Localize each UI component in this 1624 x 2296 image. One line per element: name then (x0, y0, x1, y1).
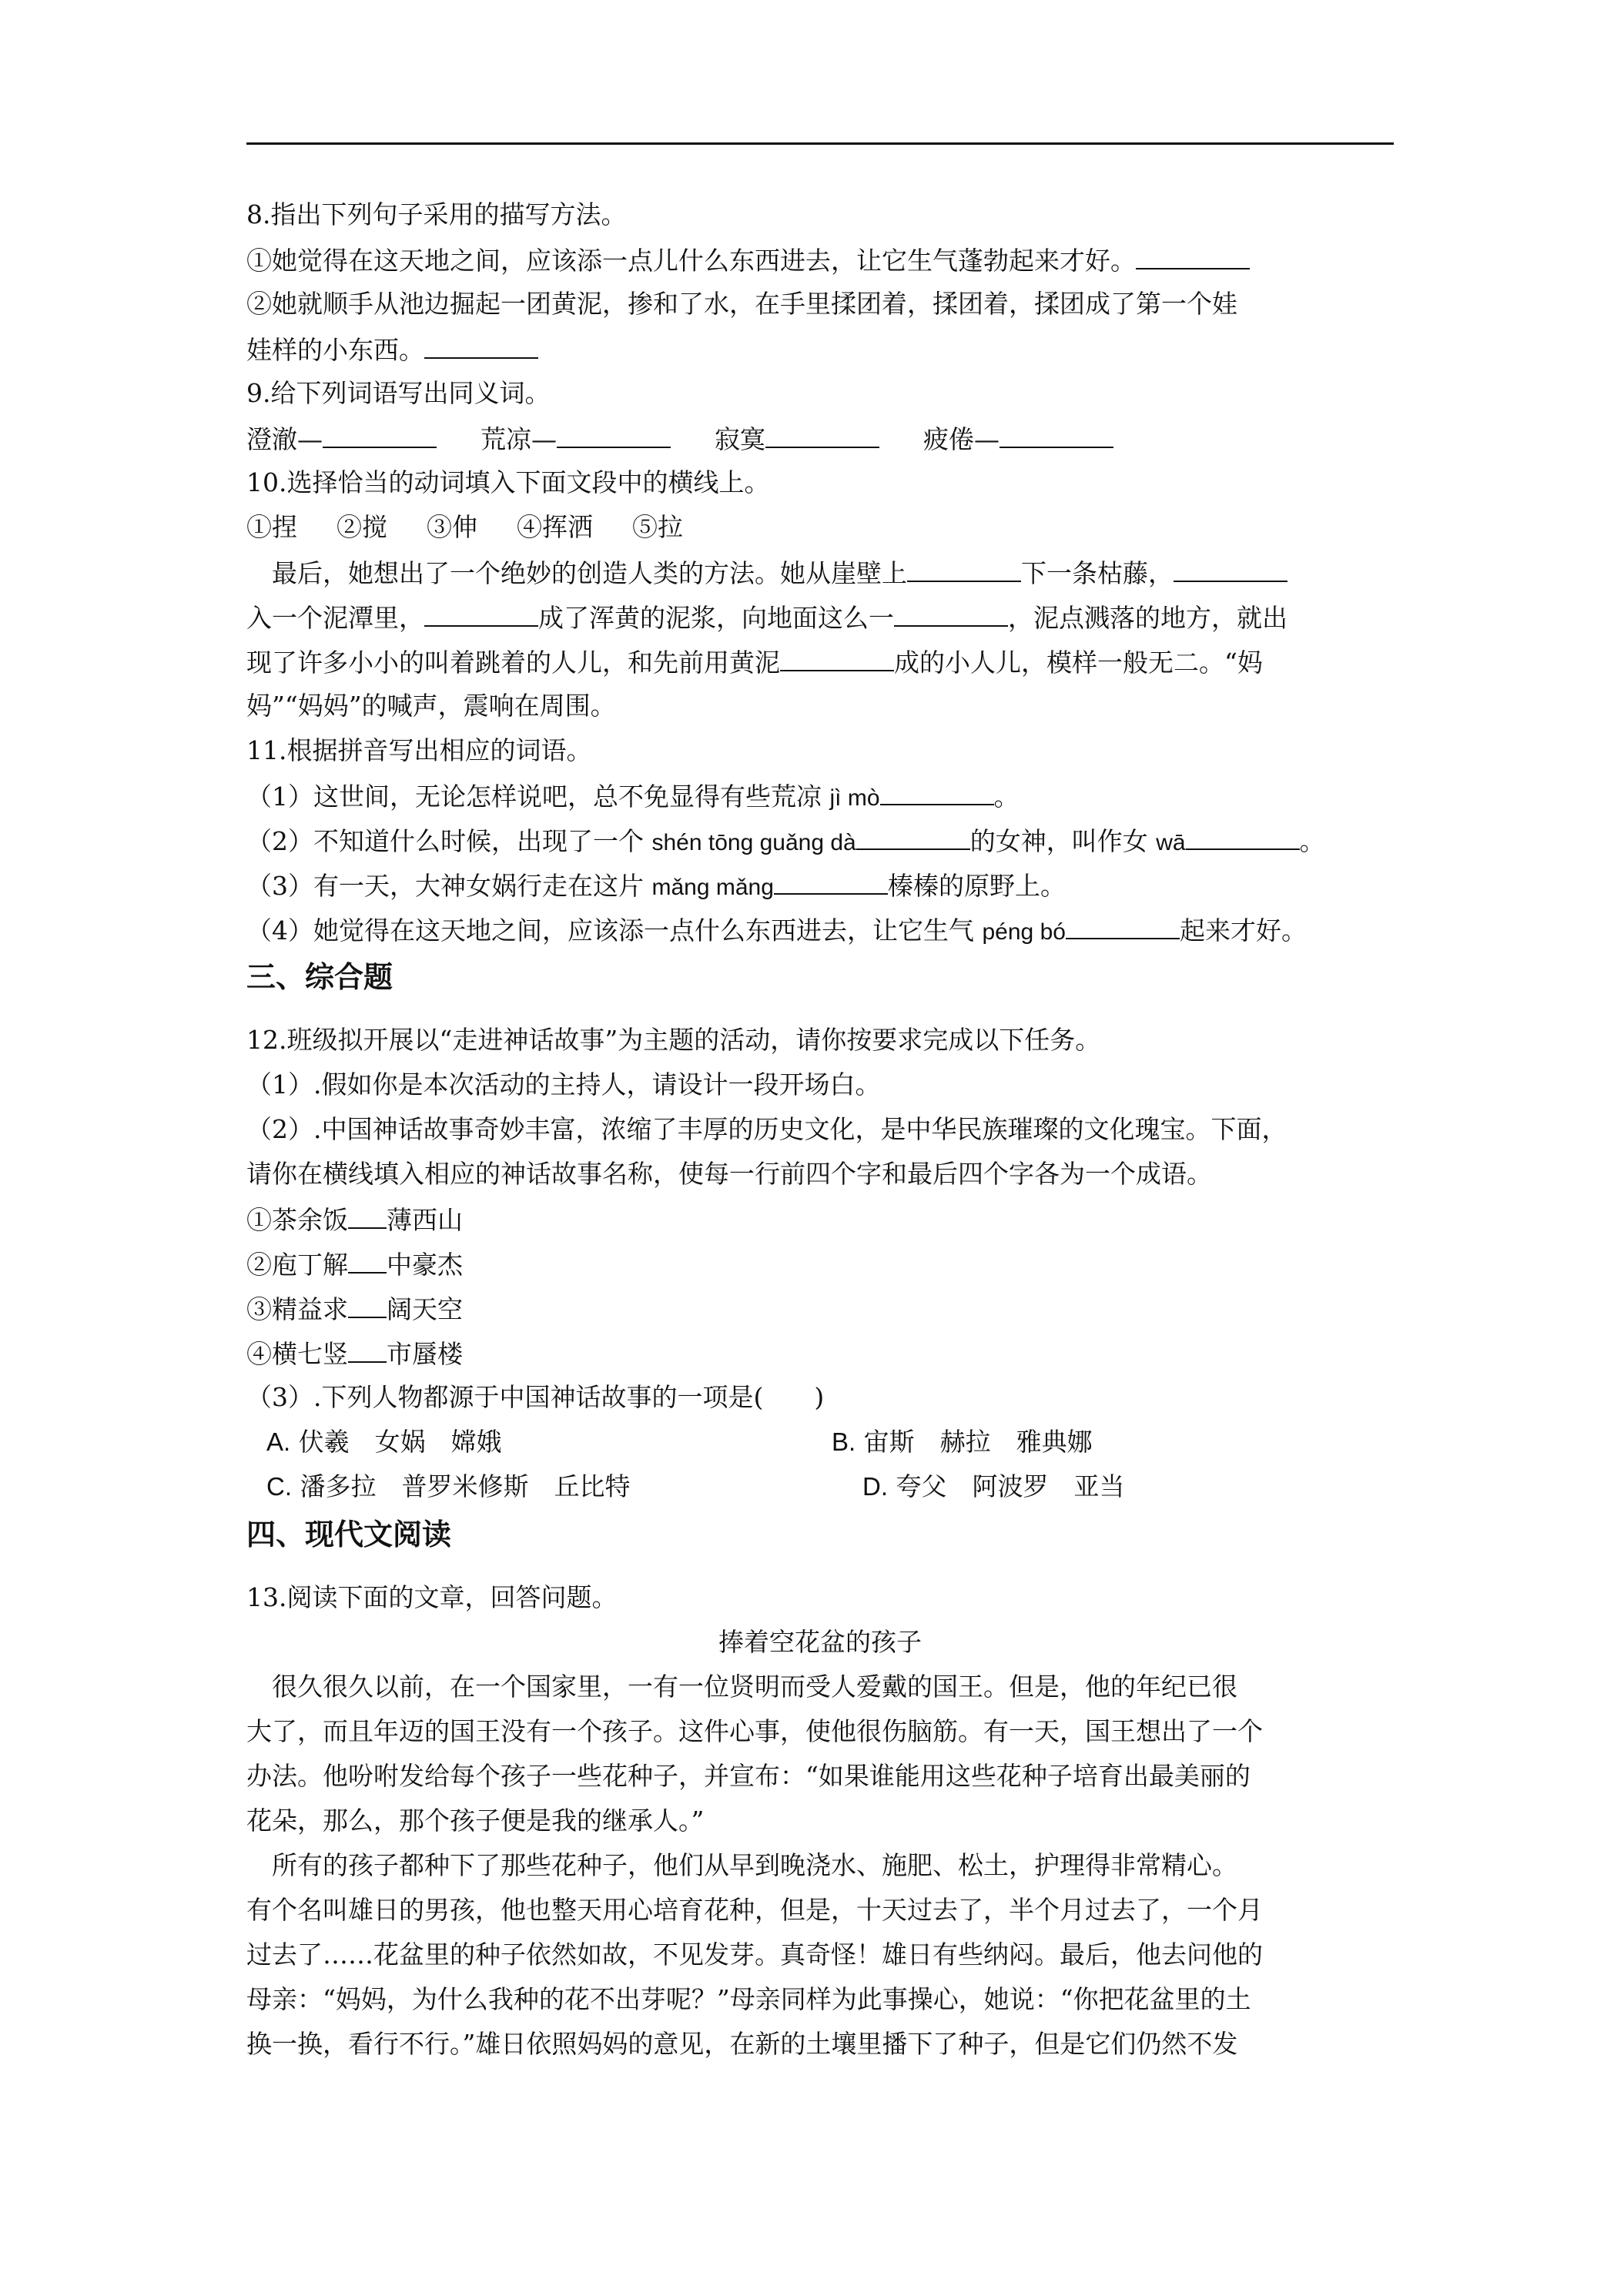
q8-sentence-2: ②她就顺手从池边掘起一团黄泥，掺和了水，在手里揉团着，揉团着，揉团成了第一个娃 (246, 289, 1237, 319)
q12-part-3: （3）.下列人物都源于中国神话故事的一项是( ) (246, 1382, 825, 1412)
answer-blank[interactable] (1136, 243, 1250, 269)
header-rule (246, 142, 1394, 145)
q10-passage-line-3: 现了许多小小的叫着跳着的人儿，和先前用黄泥 成的小人儿，模样一般无二。“妈 (246, 645, 1263, 679)
answer-blank[interactable] (348, 1337, 387, 1363)
article-line: 有个名叫雄日的男孩，他也整天用心培育花种，但是，十天过去了，半个月过去了，一个月 (246, 1895, 1263, 1925)
q10-passage-line-1: 最后，她想出了一个绝妙的创造人类的方法。她从崖壁上 下一条枯藤， (272, 556, 1287, 590)
answer-blank[interactable] (424, 601, 538, 627)
pinyin: wā (1156, 830, 1186, 855)
q9-words (246, 422, 1113, 456)
article-line: 大了，而且年迈的国王没有一个孩子。这件心事，使他很伤脑筋。有一天，国王想出了一个 (246, 1716, 1263, 1746)
q8-sentence-1: ①她觉得在这天地之间，应该添一点儿什么东西进去，让它生气蓬勃起来才好。 (246, 243, 1250, 277)
answer-blank[interactable] (907, 556, 1021, 582)
pinyin: jì mò (829, 785, 880, 811)
q10-passage-line-2: 入一个泥潭里， 成了浑黄的泥浆，向地面这么一 ，泥点溅落的地方，就出 (246, 601, 1287, 634)
answer-blank[interactable] (856, 824, 970, 850)
q10-options (246, 511, 683, 544)
answer-blank[interactable] (780, 645, 894, 671)
q10-option: ①捏 (246, 512, 297, 542)
section-heading-3: 三、综合题 (246, 959, 393, 994)
answer-blank[interactable] (323, 422, 437, 448)
q9-word-2: 荒凉— (481, 424, 557, 454)
q12-idiom-row-4: ④横七竖 市蜃楼 (246, 1337, 463, 1371)
answer-blank[interactable] (765, 422, 879, 448)
q12-title: 12.班级拟开展以“走进神话故事”为主题的活动，请你按要求完成以下任务。 (246, 1025, 1101, 1055)
q11-item-2: （2）不知道什么时候，出现了一个 shén tōng guǎng dà 的女神，叫作女 wā 。 (246, 824, 1325, 859)
q9-word-4: 疲倦— (923, 424, 1000, 454)
choice-a[interactable]: A. 伏羲 女娲 嫦娥 (266, 1427, 502, 1457)
answer-blank[interactable] (880, 779, 994, 805)
q10-option: ②搅 (337, 512, 387, 542)
q11-title: 11.根据拼音写出相应的词语。 (246, 735, 592, 765)
choice-d[interactable]: D. 夸父 阿波罗 亚当 (862, 1471, 1125, 1501)
article-line: 母亲：“妈妈，为什么我种的花不出芽呢？”母亲同样为此事操心，她说：“你把花盆里的土 (246, 1984, 1251, 2014)
answer-blank[interactable] (424, 333, 538, 359)
answer-blank[interactable] (894, 601, 1008, 627)
q10-option: ④挥洒 (517, 512, 593, 542)
q13-title: 13.阅读下面的文章，回答问题。 (246, 1582, 618, 1612)
answer-blank[interactable] (348, 1203, 387, 1229)
article-line: 换一换，看行不行。”雄日依照妈妈的意见，在新的土壤里播下了种子，但是它们仍然不发 (246, 2029, 1238, 2059)
q12-idiom-row-1: ①茶余饭 薄西山 (246, 1203, 463, 1237)
article-line: 所有的孩子都种下了那些花种子，他们从早到晚浇水、施肥、松土，护理得非常精心。 (272, 1850, 1237, 1880)
answer-blank[interactable] (1000, 422, 1113, 448)
q12-idiom-row-2: ②庖丁解 中豪杰 (246, 1247, 463, 1281)
q11-item-1: （1）这世间，无论怎样说吧，总不免显得有些荒凉 jì mò 。 (246, 779, 1020, 815)
q10-option: ③伸 (427, 512, 477, 542)
pinyin: péng bó (982, 919, 1066, 945)
answer-blank[interactable] (1186, 824, 1300, 850)
choice-c[interactable]: C. 潘多拉 普罗米修斯 丘比特 (266, 1471, 631, 1501)
q9-word-3: 寂寞 (715, 424, 765, 454)
article-line: 很久很久以前，在一个国家里，一有一位贤明而受人爱戴的国王。但是，他的年纪已很 (272, 1672, 1237, 1702)
q8-title: 8.指出下列句子采用的描写方法。 (246, 199, 627, 229)
article-line: 花朵，那么，那个孩子便是我的继承人。” (246, 1806, 705, 1836)
article-line: 过去了……花盆里的种子依然如故，不见发芽。真奇怪！雄日有些纳闷。最后，他去问他的 (246, 1940, 1263, 1970)
q11-item-4: （4）她觉得在这天地之间，应该添一点什么东西进去，让它生气 péng bó 起来才好。 (246, 913, 1307, 949)
answer-blank[interactable] (1174, 556, 1287, 582)
answer-blank[interactable] (1066, 913, 1180, 939)
q12-idiom-row-3: ③精益求 阔天空 (246, 1292, 463, 1326)
q8-sentence-2-cont: 娃样的小东西。 (246, 333, 538, 366)
q12-part-2-cont: 请你在横线填入相应的神话故事名称，使每一行前四个字和最后四个字各为一个成语。 (246, 1159, 1212, 1189)
pinyin: mǎng mǎng (651, 875, 774, 900)
answer-blank[interactable] (348, 1247, 387, 1274)
pinyin: shén tōng guǎng dà (651, 830, 856, 855)
answer-blank[interactable] (557, 422, 671, 448)
q12-part-2: （2）.中国神话故事奇妙丰富，浓缩了丰厚的历史文化，是中华民族璀璨的文化瑰宝。下面， (246, 1114, 1287, 1144)
q9-title: 9.给下列词语写出同义词。 (246, 378, 551, 408)
q11-item-3: （3）有一天，大神女娲行走在这片 mǎng mǎng 榛榛的原野上。 (246, 869, 1066, 904)
answer-blank[interactable] (348, 1292, 387, 1318)
q10-option: ⑤拉 (632, 512, 683, 542)
choice-b[interactable]: B. 宙斯 赫拉 雅典娜 (832, 1427, 1093, 1457)
q9-word-1: 澄澈— (246, 424, 323, 454)
article-line: 办法。他吩咐发给每个孩子一些花种子，并宣布：“如果谁能用这些花种子培育出最美丽的 (246, 1761, 1251, 1791)
q10-title: 10.选择恰当的动词填入下面文段中的横线上。 (246, 467, 770, 497)
section-heading-4: 四、现代文阅读 (246, 1517, 452, 1551)
q12-part-1: （1）.假如你是本次活动的主持人，请设计一段开场白。 (246, 1069, 881, 1099)
q10-passage-line-4: 妈”“妈妈”的喊声，震响在周围。 (246, 691, 616, 721)
answer-blank[interactable] (774, 869, 888, 895)
article-title: 捧着空花盆的孩子 (718, 1627, 922, 1657)
